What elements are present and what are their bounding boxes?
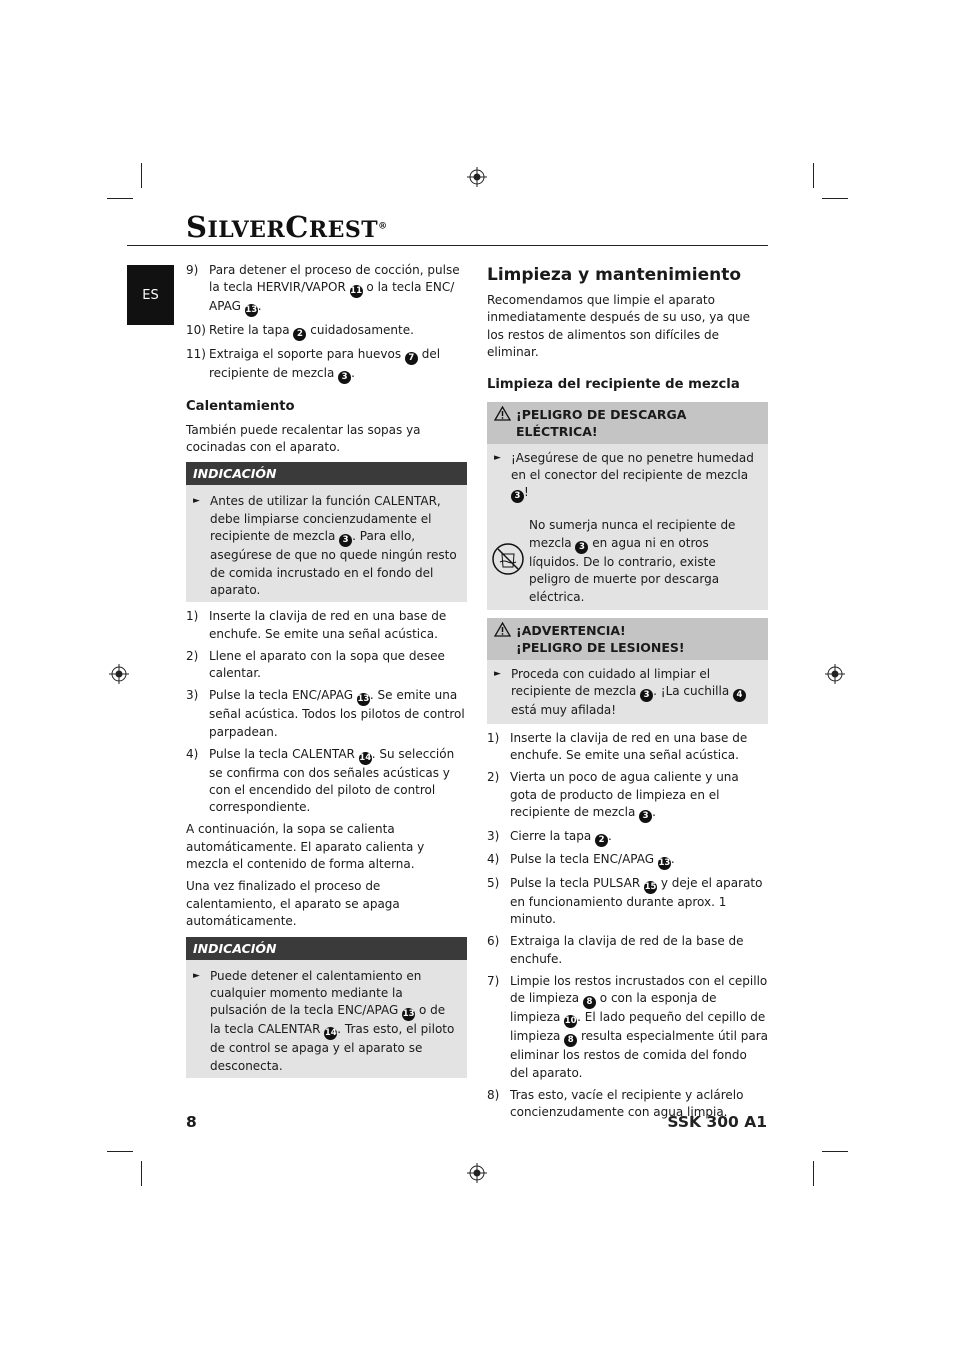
callout-number: 7	[405, 352, 418, 365]
step-text: Cierre la tapa 2 .	[510, 828, 612, 845]
step-number: 5)	[487, 875, 500, 890]
registration-mark-icon	[825, 664, 845, 684]
header-rule	[127, 245, 768, 246]
callout-number: 8	[583, 996, 596, 1009]
warning-title: ¡ADVERTENCIA!	[516, 623, 626, 639]
step-number: 11)	[186, 346, 206, 361]
callout-number: 13	[402, 1009, 415, 1020]
warning-text: Proceda con cuidado al limpiar el recipiente de mezcla 3 . ¡La cuchilla 4 está muy afilada!	[511, 666, 758, 720]
step-number: 2)	[186, 648, 199, 663]
list-item	[186, 648, 467, 683]
callout-number: 14	[324, 1028, 337, 1039]
step-text: Pulse la tecla ENC/APAG 13.	[510, 852, 675, 869]
note-box	[186, 937, 467, 1079]
registration-mark-icon	[467, 167, 487, 187]
warning-subtitle: ¡PELIGRO DE LESIONES!	[516, 640, 685, 656]
step-number: 4)	[487, 852, 500, 867]
warning-text: ¡Asegúrese de que no penetre humedad en el conector del recipiente de mezcla 3 !	[511, 450, 754, 502]
step-text: Retire la tapa 2 cuidadosamente.	[209, 323, 414, 339]
step-text: Tras esto, vacíe el recipiente y aclárelo concienzudamente con agua limpia.	[510, 1087, 744, 1119]
step-number: 3)	[186, 688, 199, 703]
main-heading: Limpieza y mantenimiento	[487, 265, 742, 285]
callout-number: 13	[357, 694, 370, 705]
list-item	[186, 346, 467, 384]
warning-title: ¡PELIGRO DE DESCARGA ELÉCTRICA!	[516, 406, 687, 439]
callout-number: 3	[640, 689, 653, 702]
note-text: Antes de utilizar la función CALENTAR, debe limpiarse concienzudamente el recipiente de mezcla 3 . Para ello, asegúrese de que no quede ningún resto de comida incrustado en el fondo del aparato.	[210, 494, 457, 598]
warning-box-electric	[487, 402, 768, 610]
callout-number: 3	[575, 541, 588, 554]
step-number: 1)	[186, 609, 199, 624]
list-item	[186, 687, 467, 741]
list-item	[186, 608, 467, 643]
paragraph: A continuación, la sopa se calienta automáticamente. El aparato calienta y mezcla el contenido de forma alterna.	[186, 822, 425, 872]
step-number: 10)	[186, 323, 206, 337]
note-title: INDICACIÓN	[186, 462, 467, 485]
callout-number: 4	[733, 689, 746, 702]
step-text: Llene el aparato con la sopa que desee calentar.	[209, 648, 445, 681]
step-number: 2)	[487, 770, 500, 785]
warning-triangle-icon	[494, 406, 516, 440]
list-item	[487, 828, 768, 847]
callout-number: 15	[644, 881, 657, 892]
list-item	[487, 933, 768, 968]
step-number: 7)	[487, 973, 500, 988]
step-number: 4)	[186, 746, 199, 761]
bullet-arrow-icon: ►	[193, 496, 200, 507]
step-text: Pulse la tecla PULSAR 15 y deje el aparato en funcionamiento durante aprox. 1 minuto.	[510, 875, 763, 927]
note-title: INDICACIÓN	[186, 937, 467, 960]
callout-number: 11	[350, 286, 363, 297]
list-item	[487, 973, 768, 1082]
language-tab: ES	[127, 265, 174, 325]
list-item	[186, 262, 467, 317]
callout-number: 3	[338, 371, 351, 384]
bullet-arrow-icon: ►	[494, 669, 501, 680]
paragraph: Una vez finalizado el proceso de calentamiento, el aparato se apaga automáticamente.	[186, 879, 400, 929]
crop-mark	[813, 163, 814, 188]
step-text: Limpie los restos incrustados con el cepillo de limpieza 8 o con la esponja de limpieza 10. El lado pequeño del cepillo de limpieza 8 resulta especialmente útil para eliminar los restos de comida del fondo del aparato.	[510, 973, 768, 1080]
step-text: Pulse la tecla CALENTAR 14. Su selección se confirma con dos señales acústicas y con el encendido del piloto de control correspondiente.	[209, 746, 455, 815]
model-number: SSK 300 A1	[667, 1113, 767, 1131]
right-column	[487, 264, 768, 1126]
callout-number: 14	[359, 752, 372, 763]
crop-mark	[107, 198, 133, 199]
callout-number: 3	[339, 534, 352, 547]
paragraph: Recomendamos que limpie el aparato inmediatamente después de su uso, ya que los restos de alimentos son difíciles de eliminar.	[487, 293, 751, 360]
crop-mark	[813, 1161, 814, 1186]
step-text: Vierta un poco de agua caliente y una gota de producto de limpieza en el recipiente de mezcla 3 .	[510, 770, 739, 822]
step-number: 9)	[186, 263, 199, 277]
callout-number: 3	[511, 490, 524, 503]
paragraph: También puede recalentar las sopas ya cocinadas con el aparato.	[186, 422, 421, 454]
registration-mark-icon	[109, 664, 129, 684]
step-number: 8)	[487, 1087, 500, 1102]
step-text: Extraiga el soporte para huevos 7 del recipiente de mezcla 3 .	[209, 346, 441, 382]
list-item	[186, 322, 467, 341]
list-item	[487, 730, 768, 765]
bullet-arrow-icon: ►	[494, 452, 501, 463]
warning-box-injury	[487, 618, 768, 724]
bullet-arrow-icon: ►	[193, 970, 200, 981]
callout-number: 8	[564, 1034, 577, 1047]
callout-number: 3	[639, 810, 652, 823]
section-heading: Limpieza del recipiente de mezcla	[487, 376, 740, 392]
callout-number: 2	[595, 834, 608, 847]
list-item	[487, 875, 768, 929]
step-text: Inserte la clavija de red en una base de enchufe. Se emite una señal acústica.	[510, 730, 748, 763]
callout-number: 13	[245, 305, 258, 316]
list-item	[487, 769, 768, 823]
warning-triangle-icon	[494, 622, 516, 656]
crop-mark	[141, 1161, 142, 1186]
note-box	[186, 462, 467, 602]
note-text: Puede detener el calentamiento en cualquier momento mediante la pulsación de la tecla ENC/APAG 13 o de la tecla CALENTAR 14. Tras esto, el piloto de control se apaga y el aparato se desconecta.	[210, 968, 455, 1073]
registration-mark-icon	[467, 1163, 487, 1183]
crop-mark	[107, 1151, 133, 1152]
crop-mark	[822, 1151, 848, 1152]
callout-number: 10	[564, 1016, 577, 1027]
callout-number: 2	[293, 328, 306, 341]
warning-text: No sumerja nunca el recipiente de mezcla 3 en agua ni en otros líquidos. De lo contrario, existe peligro de muerte por descarga eléctrica.	[529, 518, 736, 604]
step-text: Inserte la clavija de red en una base de enchufe. Se emite una señal acústica.	[209, 609, 447, 641]
no-immersion-icon	[491, 542, 529, 581]
step-number: 3)	[487, 828, 500, 843]
left-column	[186, 262, 467, 1084]
step-number: 6)	[487, 934, 500, 949]
callout-number: 13	[658, 858, 671, 869]
step-text: Extraiga la clavija de red de la base de enchufe.	[510, 934, 744, 966]
list-item	[487, 851, 768, 870]
step-text: Para detener el proceso de cocción, pulse la tecla HERVIR/VAPOR 11 o la tecla ENC/ APAG 13.	[209, 263, 460, 316]
brand-logo: SILVERCREST®	[186, 210, 388, 244]
step-text: Pulse la tecla ENC/APAG 13. Se emite una señal acústica. Todos los pilotos de control parpadean.	[209, 688, 465, 739]
page-number: 8	[186, 1113, 197, 1131]
crop-mark	[141, 163, 142, 188]
section-heading: Calentamiento	[186, 398, 295, 414]
list-item	[186, 746, 467, 817]
crop-mark	[822, 198, 848, 199]
step-number: 1)	[487, 730, 500, 745]
